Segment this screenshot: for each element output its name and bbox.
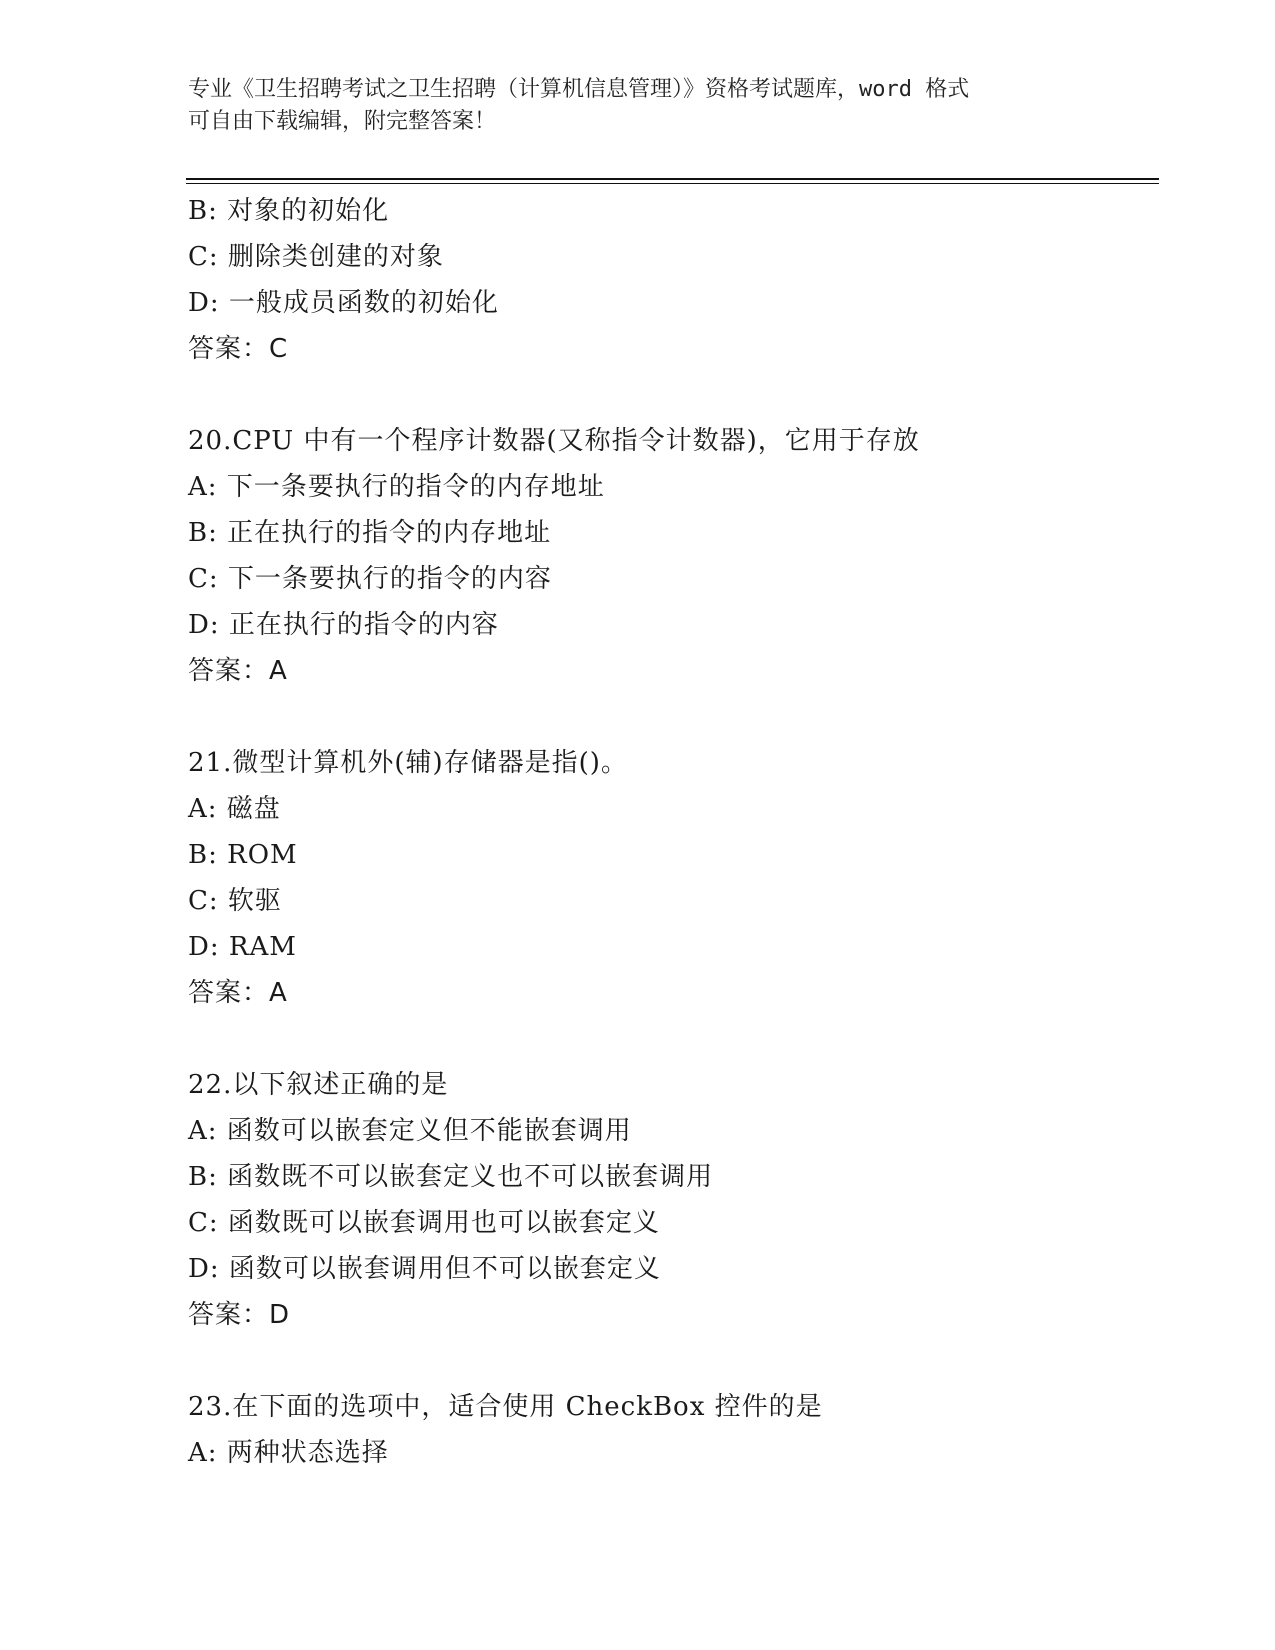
- q20-option-a: A: 下一条要执行的指令的内存地址: [188, 472, 605, 502]
- q21-option-d: D: RAM: [188, 932, 297, 962]
- q22-answer: 答案：D: [188, 1300, 291, 1330]
- q20-stem: 20.CPU 中有一个程序计数器(又称指令计数器)，它用于存放: [188, 426, 920, 456]
- q20-option-c: C: 下一条要执行的指令的内容: [188, 564, 552, 594]
- spacer: [188, 694, 1148, 740]
- header-title-line1: 专业《卫生招聘考试之卫生招聘（计算机信息管理）》资格考试题库，word 格式: [188, 77, 970, 102]
- q23-option-a: A: 两种状态选择: [188, 1438, 389, 1468]
- q19-option-d: D: 一般成员函数的初始化: [188, 288, 499, 318]
- q21-option-b: B: ROM: [188, 840, 298, 870]
- q23-stem: 23.在下面的选项中，适合使用 CheckBox 控件的是: [188, 1392, 823, 1422]
- q22-option-a: A: 函数可以嵌套定义但不能嵌套调用: [188, 1116, 632, 1146]
- header-rule-thin: [186, 183, 1159, 184]
- spacer: [188, 1016, 1148, 1062]
- q21-option-c: C: 软驱: [188, 886, 282, 916]
- header-title-line2: 可自由下载编辑，附完整答案！: [188, 109, 497, 134]
- q22-option-b: B: 函数既不可以嵌套定义也不可以嵌套调用: [188, 1162, 714, 1192]
- q20-answer: 答案：A: [188, 656, 288, 686]
- question-20: [188, 418, 1148, 694]
- question-19: [188, 188, 1148, 372]
- question-22: [188, 1062, 1148, 1338]
- spacer: [188, 1338, 1148, 1384]
- q21-answer: 答案：A: [188, 978, 288, 1008]
- q22-stem: 22.以下叙述正确的是: [188, 1070, 449, 1100]
- q21-option-a: A: 磁盘: [188, 794, 281, 824]
- q19-option-b: B: 对象的初始化: [188, 196, 390, 226]
- q19-option-c: C: 删除类创建的对象: [188, 242, 444, 272]
- question-23: [188, 1384, 1148, 1476]
- q20-option-d: D: 正在执行的指令的内容: [188, 610, 499, 640]
- q22-option-c: C: 函数既可以嵌套调用也可以嵌套定义: [188, 1208, 660, 1238]
- q19-answer: 答案：C: [188, 334, 289, 364]
- q20-option-b: B: 正在执行的指令的内存地址: [188, 518, 552, 548]
- header-rule-thick: [186, 178, 1159, 180]
- document-header: [188, 74, 1068, 138]
- q22-option-d: D: 函数可以嵌套调用但不可以嵌套定义: [188, 1254, 661, 1284]
- question-list: [188, 188, 1148, 1476]
- question-21: [188, 740, 1148, 1016]
- q21-stem: 21.微型计算机外(辅)存储器是指()。: [188, 748, 628, 778]
- spacer: [188, 372, 1148, 418]
